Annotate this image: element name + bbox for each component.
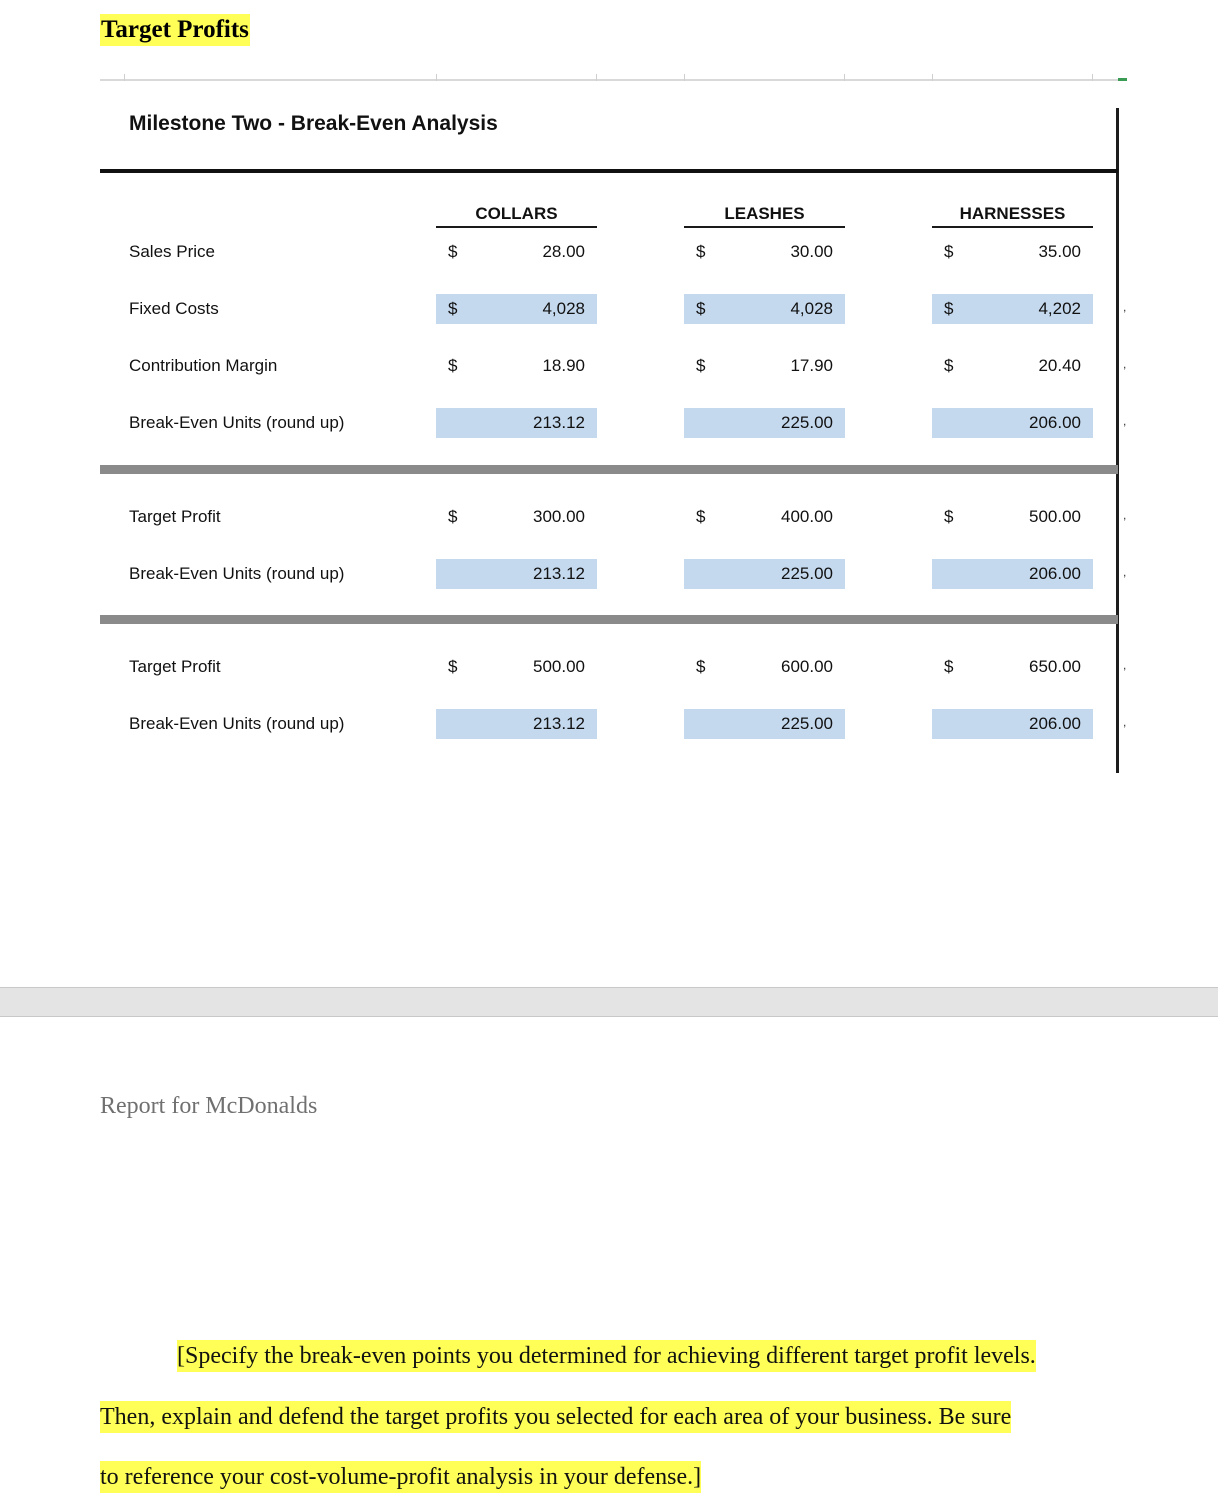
cell-break-even-harnesses[interactable] [932,559,1093,589]
column-header-leashes: LEASHES [684,204,845,228]
cell-value: 17.90 [790,356,833,375]
row-label-target-profit: Target Profit [129,507,221,526]
sheet-right-border [1116,108,1119,773]
row-label-contribution-margin: Contribution Margin [129,356,278,375]
cell-value: 600.00 [781,657,833,676]
cell-target-profit-leashes[interactable] [684,652,845,682]
instruction-line: Then, explain and defend the target profits you selected for each area of your business. Be sure [100,1401,1011,1433]
cell-break-even-leashes[interactable] [684,559,845,589]
column-header-harnesses: HARNESSES [932,204,1093,228]
cell-break-even-collars[interactable] [436,709,597,739]
overflow-mark: , [1123,565,1127,579]
currency-symbol: $ [696,356,706,375]
overflow-mark: , [1123,357,1127,371]
cell-value: 213.12 [533,564,585,583]
cell-value: 213.12 [533,714,585,733]
sheet-top-border [100,79,1118,81]
cell-value: 4,202 [1038,299,1081,318]
cell-target-profit-harnesses[interactable] [932,652,1093,682]
column-tick [844,74,845,81]
column-tick [932,74,933,81]
currency-symbol: $ [448,657,458,676]
currency-symbol: $ [696,657,706,676]
overflow-mark: , [1123,300,1127,314]
cell-value: 225.00 [781,564,833,583]
instruction-line: [Specify the break-even points you determined for achieving different target profit levels. [177,1340,1036,1372]
cell-contribution-margin-collars[interactable] [436,351,597,381]
currency-symbol: $ [448,299,458,318]
cell-sales-price-leashes[interactable] [684,237,845,267]
currency-symbol: $ [944,507,954,526]
cell-contribution-margin-harnesses[interactable] [932,351,1093,381]
selection-handle [1118,78,1127,81]
cell-contribution-margin-leashes[interactable] [684,351,845,381]
cell-break-even-harnesses[interactable] [932,709,1093,739]
cell-break-even-collars[interactable] [436,408,597,438]
cell-fixed-costs-leashes[interactable] [684,294,845,324]
currency-symbol: $ [448,356,458,375]
column-tick [684,74,685,81]
cell-fixed-costs-collars[interactable] [436,294,597,324]
cell-value: 213.12 [533,413,585,432]
cell-value: 206.00 [1029,564,1081,583]
cell-value: 20.40 [1038,356,1081,375]
overflow-mark: , [1123,508,1127,522]
currency-symbol: $ [944,356,954,375]
cell-break-even-harnesses[interactable] [932,408,1093,438]
title-divider [100,169,1118,173]
sheet-title: Milestone Two - Break-Even Analysis [129,112,498,135]
cell-value: 225.00 [781,714,833,733]
cell-value: 225.00 [781,413,833,432]
cell-target-profit-collars[interactable] [436,502,597,532]
cell-target-profit-collars[interactable] [436,652,597,682]
document-heading: Target Profits [100,14,250,46]
currency-symbol: $ [944,242,954,261]
cell-value: 35.00 [1038,242,1081,261]
report-title: Report for McDonalds [100,1093,318,1119]
column-tick [124,74,125,81]
row-label-target-profit: Target Profit [129,657,221,676]
row-label-break-even-units: Break-Even Units (round up) [129,564,345,583]
cell-break-even-leashes[interactable] [684,709,845,739]
currency-symbol: $ [944,657,954,676]
cell-sales-price-collars[interactable] [436,237,597,267]
cell-value: 500.00 [1029,507,1081,526]
cell-value: 650.00 [1029,657,1081,676]
cell-value: 28.00 [542,242,585,261]
cell-target-profit-leashes[interactable] [684,502,845,532]
cell-value: 18.90 [542,356,585,375]
cell-value: 4,028 [790,299,833,318]
currency-symbol: $ [944,299,954,318]
cell-sales-price-harnesses[interactable] [932,237,1093,267]
currency-symbol: $ [696,507,706,526]
section-divider [100,615,1118,624]
row-label-break-even-units: Break-Even Units (round up) [129,714,345,733]
currency-symbol: $ [696,299,706,318]
cell-break-even-collars[interactable] [436,559,597,589]
cell-break-even-leashes[interactable] [684,408,845,438]
column-tick [596,74,597,81]
overflow-mark: , [1123,715,1127,729]
cell-fixed-costs-harnesses[interactable] [932,294,1093,324]
section-divider [100,465,1118,474]
cell-value: 206.00 [1029,413,1081,432]
cell-value: 300.00 [533,507,585,526]
row-label-sales-price: Sales Price [129,242,215,261]
cell-value: 400.00 [781,507,833,526]
currency-symbol: $ [448,507,458,526]
cell-value: 500.00 [533,657,585,676]
column-tick [1092,74,1093,81]
column-header-collars: COLLARS [436,204,597,228]
cell-value: 30.00 [790,242,833,261]
cell-value: 206.00 [1029,714,1081,733]
row-label-break-even-units: Break-Even Units (round up) [129,413,345,432]
overflow-mark: , [1123,414,1127,428]
overflow-mark: , [1123,658,1127,672]
currency-symbol: $ [448,242,458,261]
instruction-line: to reference your cost-volume-profit analysis in your defense.] [100,1461,701,1493]
cell-value: 4,028 [542,299,585,318]
currency-symbol: $ [696,242,706,261]
row-label-fixed-costs: Fixed Costs [129,299,219,318]
cell-target-profit-harnesses[interactable] [932,502,1093,532]
page-break [0,987,1218,1017]
column-tick [436,74,437,81]
